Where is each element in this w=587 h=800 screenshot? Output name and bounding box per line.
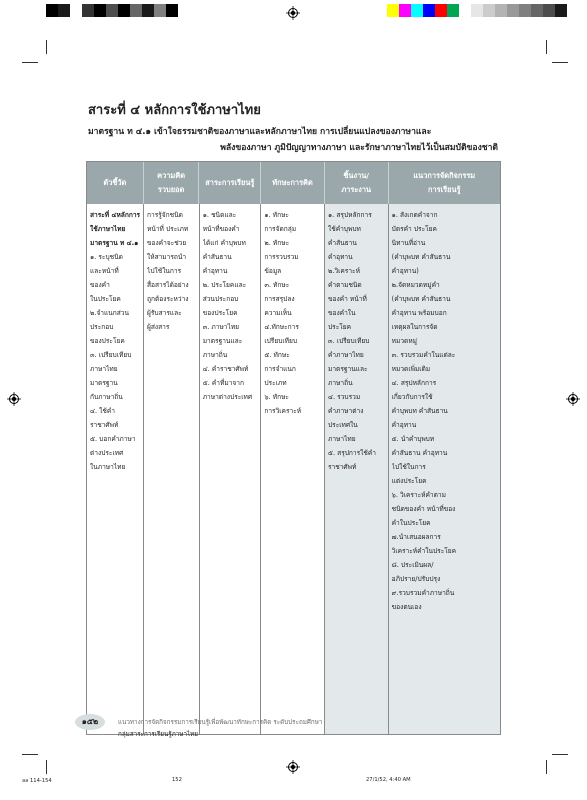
crop-mark	[46, 40, 47, 54]
cell-line: ๔.ทักษะการ	[264, 323, 299, 331]
cell-line: ไปใช้ในการ	[147, 267, 182, 275]
cell-line: ๒. ทักษะ	[264, 239, 290, 247]
cell-line: ภาษาไทย	[328, 435, 356, 443]
strand-title: สาระที่ ๔ หลักการใช้ภาษาไทย	[88, 103, 261, 118]
color-swatch	[58, 4, 70, 17]
workpiece-cell	[325, 204, 389, 734]
cell-line: ประกอบ	[90, 323, 114, 331]
cell-line: คำอุทาน	[202, 267, 228, 275]
color-swatch	[399, 4, 411, 17]
cell-line: มาตรฐานและ	[202, 337, 243, 345]
cell-line: คำภาษาไทย	[328, 351, 364, 359]
cell-line: ๕. คำที่มาจาก	[202, 379, 244, 387]
cell-line: ได้แก่ คำบุพบท	[202, 239, 246, 247]
cell-line: หน้าที่ของคำ	[202, 225, 240, 233]
cell-line: หน้าที่ ประเภท	[147, 225, 189, 233]
cell-line: การสรุปลง	[264, 295, 295, 303]
color-swatch	[519, 4, 531, 17]
color-swatch	[118, 4, 130, 17]
cell-line: ๑. สังเกตคำจาก	[391, 211, 438, 219]
slug-file-name: ลล 114-154	[22, 778, 52, 784]
cell-line: คำในประโยค	[391, 519, 431, 527]
cell-line: ประโยค	[328, 323, 352, 331]
color-swatch	[495, 4, 507, 17]
cell-line: ๘. ประเมินผล/	[391, 561, 434, 569]
cell-line: เปรียบเทียบ	[264, 337, 298, 345]
cell-line: ภาษาถิ่น	[328, 379, 353, 387]
cell-line: ส่วนประกอบ	[202, 295, 239, 303]
header-thinking-skills: ทักษะการคิด	[261, 162, 325, 204]
cell-line: ๓. เปรียบเทียบ	[90, 351, 132, 359]
cell-line: การวิเคราะห์	[264, 407, 302, 415]
cell-line: ราชาศัพท์	[328, 463, 357, 471]
cell-line: การจัดกลุ่ม	[264, 225, 297, 233]
table-header-row	[87, 162, 500, 204]
color-swatch	[154, 4, 166, 17]
cell-line: คำอุทาน)	[391, 267, 419, 275]
color-swatch	[387, 4, 399, 17]
cell-line: ให้สามารถนำ	[147, 253, 187, 261]
cell-line: คำสันธาน	[202, 253, 232, 261]
cell-line: ถูกต้องระหว่าง	[147, 295, 189, 303]
color-swatch	[543, 4, 555, 17]
cell-line: ๔. ใช้คำ	[90, 407, 115, 415]
color-swatch	[531, 4, 543, 17]
color-swatch	[459, 4, 471, 17]
cell-line: ๓. ภาษาไทย	[202, 323, 240, 331]
color-swatch	[166, 4, 178, 17]
cell-line: หมวดหมู่	[391, 337, 418, 345]
cell-line: ประเภท	[264, 379, 287, 387]
cell-line: ของประโยค	[202, 309, 238, 317]
activities-cell	[389, 204, 500, 734]
cell-line: ของคำ	[90, 281, 110, 289]
cell-line: ๖. วิเคราะห์คำตาม	[391, 491, 446, 499]
cell-line: ภาษาถิ่น	[202, 351, 228, 359]
header-concept: ความคิด รวบยอด	[144, 162, 200, 204]
header-workpiece: ชิ้นงาน/ ภาระงาน	[325, 162, 389, 204]
cell-line: ๕. บอกคำภาษา	[90, 435, 136, 443]
color-swatch	[435, 4, 447, 17]
cell-line: ๔. คำราชาศัพท์	[202, 365, 249, 373]
cell-line: คำตามชนิด	[328, 281, 362, 289]
indicator-cell	[87, 204, 144, 734]
cell-line: (คำบุพบท คำสันธาน	[391, 295, 451, 303]
color-swatch	[471, 4, 483, 17]
cell-line: ไปใช้ในการ	[391, 463, 426, 471]
color-swatch	[106, 4, 118, 17]
cell-line: ๔. สรุปหลักการ	[391, 379, 437, 387]
cell-line: ภาษาไทย	[90, 365, 118, 373]
thinking-skills-cell	[261, 204, 325, 734]
cell-line: คำอุทาน	[328, 253, 353, 261]
cell-line: ผู้ส่งสาร	[147, 323, 170, 331]
header-indicator: ตัวชี้วัด	[87, 162, 144, 204]
cell-line: ผู้รับสารและ	[147, 309, 182, 317]
cell-line: ของคำใน	[328, 309, 356, 317]
cell-line: ๕. สรุปการใช้คำ	[328, 449, 376, 457]
crop-mark	[546, 760, 547, 774]
registration-mark-icon	[286, 6, 300, 20]
color-swatch	[82, 4, 94, 17]
cell-line: การรวบรวม	[264, 253, 299, 261]
cell-line: ใช้ภาษาไทย	[90, 225, 126, 233]
cell-line: ข้อมูล	[264, 267, 282, 275]
process-color-bar	[387, 4, 567, 17]
cell-line: ๑. ทักษะ	[264, 211, 289, 219]
cell-line: อภิปราย/ปรับปรุง	[391, 575, 441, 583]
footer-subject-group: กลุ่มสาระการเรียนรู้ภาษาไทย	[118, 731, 198, 738]
crop-mark	[552, 62, 568, 63]
cell-line: ๑. ชนิดและ	[202, 211, 237, 219]
cell-line: ๒.วิเคราะห์	[328, 267, 360, 275]
cell-line: แต่งประโยค	[391, 477, 427, 485]
cell-line: ๖. ทักษะ	[264, 393, 289, 401]
cell-line: ๒.จัดหมวดหมู่คำ	[391, 281, 440, 289]
color-swatch	[130, 4, 142, 17]
cell-line: คำบุพบท คำสันธาน	[391, 407, 448, 415]
table-body-row	[87, 204, 500, 734]
slug-date: 27/1/52, 4:40 AM	[366, 777, 411, 783]
registration-mark-icon	[566, 392, 580, 406]
cell-line: สื่อสารได้อย่าง	[147, 281, 189, 289]
cell-line: ภาษาต่างประเทศ	[202, 393, 253, 401]
registration-mark-icon	[7, 392, 21, 406]
cell-line: มาตรฐาน	[90, 379, 118, 387]
crop-mark	[46, 760, 47, 774]
cell-line: มาตรฐาน ท ๔.๑	[90, 239, 139, 247]
cell-line: ๑. ระบุชนิด	[90, 253, 123, 261]
cell-line: สาระที่ ๔หลักการ	[90, 211, 140, 219]
cell-line: ๓. ทักษะ	[264, 281, 290, 289]
cell-line: ๕. นำคำบุพบท	[391, 435, 435, 443]
cell-line: ๗.นำเสนอผลการ	[391, 533, 441, 541]
color-swatch	[447, 4, 459, 17]
cell-line: ๔. รวบรวม	[328, 393, 361, 401]
crop-mark	[22, 754, 38, 755]
cell-line: คำอุทาน พร้อมบอก	[391, 309, 447, 317]
cell-line: ๓. รวบรวมคำในแต่ละ	[391, 351, 456, 359]
standard-line-1: มาตรฐาน ท ๔.๑ เข้าใจธรรมชาติของภาษาและหลักภาษาไทย การเปลี่ยนแปลงของภาษาและ	[88, 127, 432, 137]
cell-line: คำสันธาน คำอุทาน	[391, 449, 448, 457]
page-number: ๑๕๒	[75, 714, 105, 730]
cell-line: ความเห็น	[264, 309, 292, 317]
color-swatch	[507, 4, 519, 17]
cell-line: คำอุทาน	[391, 421, 417, 429]
color-swatch	[142, 4, 154, 17]
cell-line: ๕. ทักษะ	[264, 351, 290, 359]
crop-mark	[552, 754, 568, 755]
cell-line: และหน้าที่	[90, 267, 119, 275]
color-swatch	[94, 4, 106, 17]
cell-line: นิทานที่อ่าน	[391, 239, 426, 247]
cell-line: ประเทศใน	[328, 421, 358, 429]
color-swatch	[46, 4, 58, 17]
color-swatch	[555, 4, 567, 17]
concept-cell	[144, 204, 200, 734]
standard-line-2: พลังของภาษา ภูมิปัญญาทางภาษา และรักษาภาษาไทยไว้เป็นสมบัติของชาติ	[220, 143, 498, 153]
footer-book-title: แนวทางการจัดกิจกรรมการเรียนรู้เพื่อพัฒนาทักษะการคิด ระดับประถมศึกษา	[118, 719, 323, 726]
header-learning-content: สาระการเรียนรู้	[199, 162, 261, 204]
cell-line: วิเคราะห์คำในประโยค	[391, 547, 457, 555]
cell-line: การรู้จักชนิด	[147, 211, 183, 219]
standard-statement	[88, 124, 498, 156]
crop-mark	[22, 62, 38, 63]
cell-line: ๒.จำแนกส่วน	[90, 309, 129, 317]
cell-line: ๓. เปรียบเทียบ	[328, 337, 370, 345]
color-swatch	[423, 4, 435, 17]
cell-line: ๒. ประโยคและ	[202, 281, 247, 289]
header-activities: แนวการจัดกิจกรรม การเรียนรู้	[413, 171, 476, 194]
cell-line: กับภาษาถิ่น	[90, 393, 123, 401]
cell-line: ต่างประเทศ	[90, 449, 124, 457]
cell-line: ของตนเอง	[391, 603, 422, 611]
cell-line: ของคำจะช่วย	[147, 239, 187, 247]
curriculum-table	[86, 161, 501, 735]
cell-line: ในภาษาไทย	[90, 463, 126, 471]
cell-line: (คำบุพบท คำสันธาน	[391, 253, 451, 261]
slug-page: 152	[172, 777, 182, 783]
crop-mark	[546, 40, 547, 54]
cell-line: ในประโยค	[90, 295, 121, 303]
cell-line: บัตรคำ ประโยค	[391, 225, 437, 233]
cell-line: เกี่ยวกับการใช้	[391, 393, 433, 401]
cell-line: คำภาษาต่าง	[328, 407, 364, 415]
cell-line: มาตรฐานและ	[328, 365, 368, 373]
cell-line: คำสันธาน	[328, 239, 357, 247]
registration-mark-icon	[286, 760, 300, 774]
cell-line: หมวดเพิ่มเติม	[391, 365, 431, 373]
cell-line: ๙.รวบรวมคำภาษาถิ่น	[391, 589, 455, 597]
cell-line: ๑. สรุปหลักการ	[328, 211, 372, 219]
learning-content-cell	[200, 204, 262, 734]
cell-line: ใช้คำบุพบท	[328, 225, 361, 233]
cell-line: เหตุผลในการจัด	[391, 323, 438, 331]
color-swatch	[483, 4, 495, 17]
cell-line: ของคำ หน้าที่	[328, 295, 367, 303]
color-swatch	[411, 4, 423, 17]
color-swatch	[70, 4, 82, 17]
cell-line: การจำแนก	[264, 365, 296, 373]
grayscale-color-bar	[46, 4, 178, 17]
cell-line: ของประโยค	[90, 337, 125, 345]
cell-line: ชนิดของคำ หน้าที่ของ	[391, 505, 456, 513]
cell-line: ราชาศัพท์	[90, 421, 119, 429]
